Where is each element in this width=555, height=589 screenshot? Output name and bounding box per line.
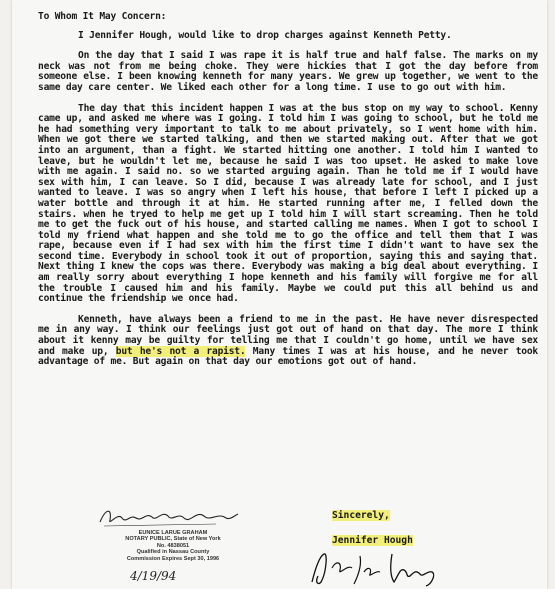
paragraph-2: On the day that I said I was rape it is half true and half false. The marks on my neck was not from me being choke. They were hickies that I got the day before from someone else. I been knowing kenneth for many years. We grew up together, we went to the same day care center. We liked each other for a long time. I use to go out with him. xyxy=(38,50,538,93)
highlighted-phrase: but he's not a rapist. xyxy=(115,345,246,357)
signer-name: Jennifer Hough xyxy=(332,535,413,546)
notary-line-4: Commission Expires Sept 30, 1996 xyxy=(126,555,220,562)
salutation: To Whom It May Concern: xyxy=(38,11,167,22)
notary-line-3: Qualified in Nassau County xyxy=(136,549,210,556)
letter-body xyxy=(38,8,538,378)
signer-signature xyxy=(302,546,452,588)
notary-stamp xyxy=(98,530,248,562)
paragraph-1: I Jennifer Hough, would like to drop charges against Kenneth Petty. xyxy=(78,29,452,41)
paragraph-4-before: Kenneth, have always been a friend to me in the past. He have never disrespected me in any way. I think our feelings just got out of hand on that day. The more I think about it kenny may be guilty for telling me that I couldn't go home, until we have sex and make up, xyxy=(38,313,538,357)
letter-page xyxy=(12,0,547,589)
paragraph-4 xyxy=(38,315,538,368)
notary-line-2: No. 4838051 xyxy=(156,542,190,549)
paragraph-3: The day that this incident happen I was at the bus stop on my way to school. Kenny came up, and asked me where was I going. I told him I was going to school, but he told me he had something very important to talk to me about privately, so I went home with him. When we got there we started talking, and then we started making out. After that we got into an argument, than a fight. We started hitting one another. I told him I wanted to leave, but he wouldn't let me, because he said I was too upset. He asked to make love with me again. I said no. so we started arguing again. Than he told me if I would have sex with him, I can leave. So I did, because I was already late for school, and I just wanted to leave. I was so angry when I left his house, that before I left I picked up a water bottle and through it at him. He started running after me, I felled down the stairs. when he tryed to help me get up I told him I will start screaming. Then he told me to get the fuck out of his house, and started calling me names. When I got to school I told my friend what happen and she told me to go the office and tell them that I was rape, because even if I had sex with him the first time I didn't want to have sex the second time. Everybody in school took it out of proportion, saying this and saying that. Next thing I knew the cops was there. Everybody was making a big deal about everything. I am really sorry about everything I hope kenneth and his family will forgive me for all the trouble I caused him and his family. Maybe we could put this all behind us and continue the friendship we once had. xyxy=(38,102,538,305)
handwritten-date: 4/19/94 xyxy=(130,569,177,583)
notary-signature xyxy=(96,502,241,530)
closing: Sincerely, xyxy=(332,510,390,521)
notary-line-1: NOTARY PUBLIC, State of New York xyxy=(125,536,221,543)
paragraph-4-after: Many times I was at his house, and he never took advantage of me. But again on that day our emotions got out of hand. xyxy=(38,345,538,368)
notary-name: EUNICE LARUE GRAHAM xyxy=(138,530,208,536)
